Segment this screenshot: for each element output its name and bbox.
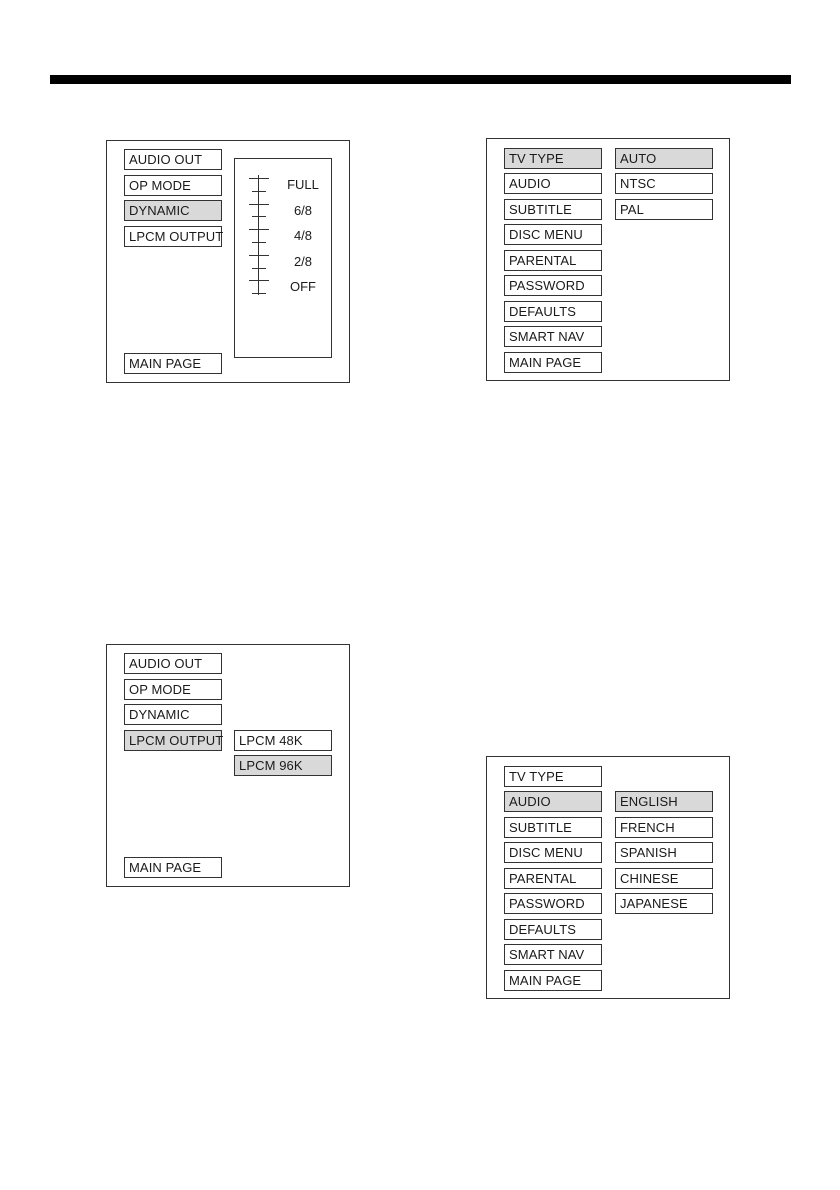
audio-language-menu-panel	[486, 756, 730, 999]
level-label-4-8: 4/8	[293, 228, 313, 243]
menu-item-audio-out[interactable]: AUDIO OUT	[124, 653, 222, 674]
main-page-button[interactable]: MAIN PAGE	[124, 857, 222, 878]
menu-item-subtitle[interactable]: SUBTITLE	[504, 199, 602, 220]
menu-item-audio[interactable]: AUDIO	[504, 791, 602, 812]
menu-item-lpcm-output[interactable]: LPCM OUTPUT	[124, 730, 222, 751]
menu-item-tv-type[interactable]: TV TYPE	[504, 148, 602, 169]
level-label-off: OFF	[290, 279, 316, 294]
slider-track	[258, 175, 259, 295]
level-label-full: FULL	[287, 177, 319, 192]
menu-item-op-mode[interactable]: OP MODE	[124, 679, 222, 700]
tick-off	[249, 280, 269, 281]
menu-item-smart-nav[interactable]: SMART NAV	[504, 326, 602, 347]
menu-item-parental[interactable]: PARENTAL	[504, 250, 602, 271]
menu-item-disc-menu[interactable]: DISC MENU	[504, 842, 602, 863]
tick-2-8	[249, 255, 269, 256]
menu-item-parental[interactable]: PARENTAL	[504, 868, 602, 889]
level-label-2-8: 2/8	[293, 254, 313, 269]
option-lpcm-96k[interactable]: LPCM 96K	[234, 755, 332, 776]
menu-item-main-page[interactable]: MAIN PAGE	[504, 970, 602, 991]
tv-type-menu-panel	[486, 138, 730, 381]
option-japanese[interactable]: JAPANESE	[615, 893, 713, 914]
dynamic-menu-panel	[106, 140, 350, 383]
option-french[interactable]: FRENCH	[615, 817, 713, 838]
option-pal[interactable]: PAL	[615, 199, 713, 220]
tick-minor	[252, 216, 266, 217]
menu-item-disc-menu[interactable]: DISC MENU	[504, 224, 602, 245]
option-english[interactable]: ENGLISH	[615, 791, 713, 812]
option-ntsc[interactable]: NTSC	[615, 173, 713, 194]
tick-minor	[252, 293, 266, 294]
menu-item-dynamic[interactable]: DYNAMIC	[124, 200, 222, 221]
tick-minor	[252, 191, 266, 192]
menu-item-audio[interactable]: AUDIO	[504, 173, 602, 194]
tick-4-8	[249, 229, 269, 230]
tick-minor	[252, 242, 266, 243]
tick-full	[249, 178, 269, 179]
option-auto[interactable]: AUTO	[615, 148, 713, 169]
menu-item-defaults[interactable]: DEFAULTS	[504, 919, 602, 940]
lpcm-menu-panel	[106, 644, 350, 887]
menu-item-defaults[interactable]: DEFAULTS	[504, 301, 602, 322]
menu-item-main-page[interactable]: MAIN PAGE	[504, 352, 602, 373]
menu-item-dynamic[interactable]: DYNAMIC	[124, 704, 222, 725]
top-rule	[50, 75, 791, 84]
menu-item-op-mode[interactable]: OP MODE	[124, 175, 222, 196]
menu-item-password[interactable]: PASSWORD	[504, 893, 602, 914]
menu-item-audio-out[interactable]: AUDIO OUT	[124, 149, 222, 170]
main-page-button[interactable]: MAIN PAGE	[124, 353, 222, 374]
menu-item-smart-nav[interactable]: SMART NAV	[504, 944, 602, 965]
option-chinese[interactable]: CHINESE	[615, 868, 713, 889]
tick-6-8	[249, 204, 269, 205]
tick-minor	[252, 268, 266, 269]
option-spanish[interactable]: SPANISH	[615, 842, 713, 863]
dynamic-level-slider[interactable]	[234, 158, 332, 358]
menu-item-tv-type[interactable]: TV TYPE	[504, 766, 602, 787]
menu-item-lpcm-output[interactable]: LPCM OUTPUT	[124, 226, 222, 247]
menu-item-password[interactable]: PASSWORD	[504, 275, 602, 296]
option-lpcm-48k[interactable]: LPCM 48K	[234, 730, 332, 751]
menu-item-subtitle[interactable]: SUBTITLE	[504, 817, 602, 838]
level-label-6-8: 6/8	[293, 203, 313, 218]
